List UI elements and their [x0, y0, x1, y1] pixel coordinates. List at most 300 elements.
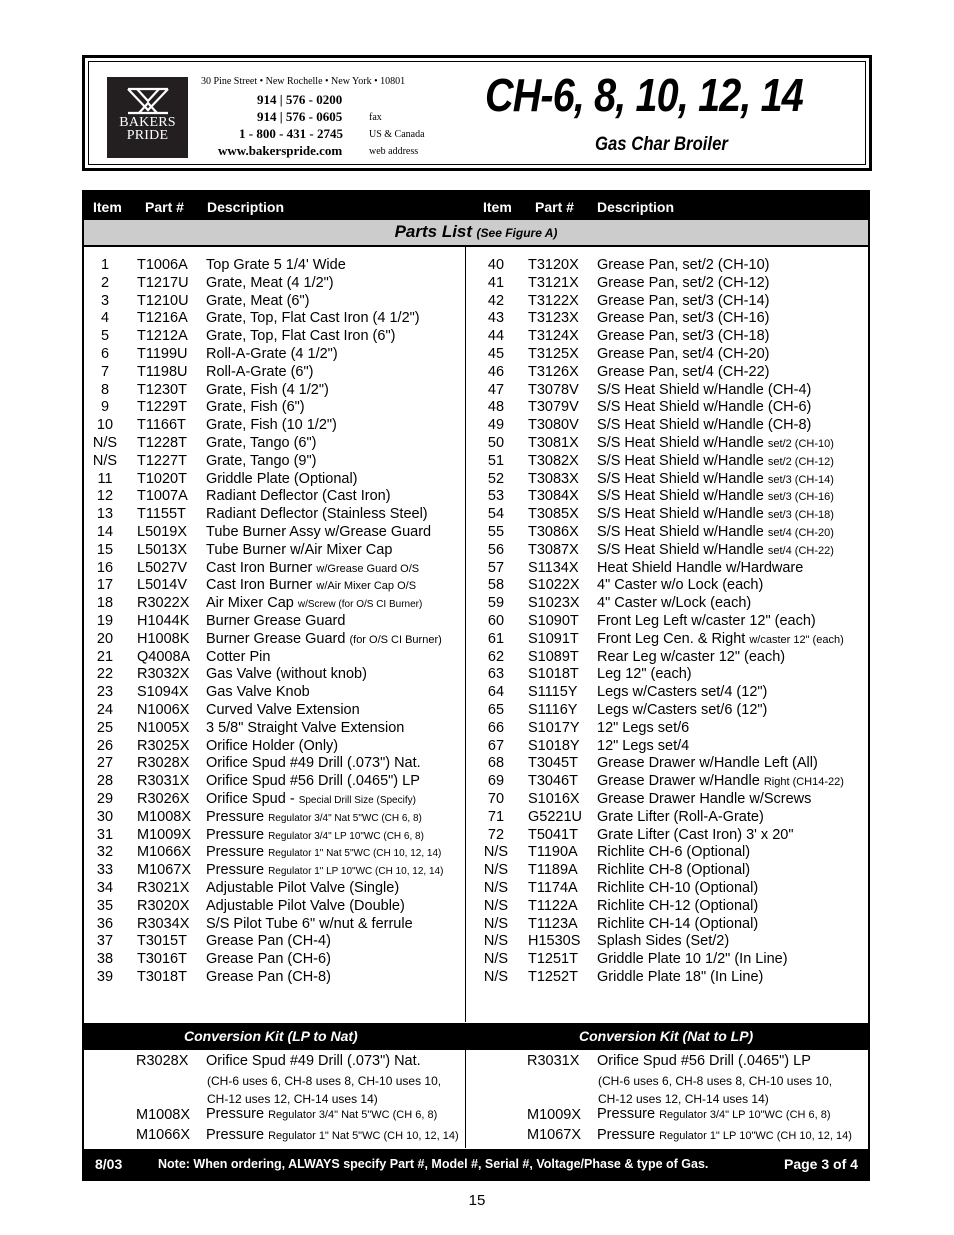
table-row — [476, 684, 856, 702]
row-description: Air Mixer Cap w/Screw (for O/S CI Burner) — [206, 595, 423, 612]
row-description-detail: set/4 (CH-22) — [767, 544, 834, 557]
kit-left-note-2: CH-12 uses 12, CH-14 uses 14) — [207, 1092, 378, 1106]
table-row — [85, 488, 465, 506]
row-item: 39 — [96, 969, 114, 985]
table-row — [476, 435, 856, 453]
row-item: N/S — [483, 880, 509, 896]
row-part-number: T3123X — [528, 310, 579, 327]
logo-text-pride: PRIDE — [126, 128, 169, 143]
table-row — [476, 844, 856, 862]
row-description: S/S Heat Shield w/Handle (CH-4) — [597, 381, 812, 398]
row-description: Grease Pan, set/2 (CH-12) — [597, 274, 770, 291]
row-description: Griddle Plate 18" (In Line) — [597, 969, 764, 985]
row-part-number: T3086X — [528, 524, 579, 540]
row-description: Cotter Pin — [206, 648, 271, 665]
table-row — [85, 613, 465, 631]
row-item: 46 — [487, 363, 505, 380]
header-inner-frame — [88, 61, 866, 165]
row-description: Grease Pan, set/3 (CH-16) — [597, 310, 770, 327]
row-part-number: T5041T — [528, 826, 578, 843]
row-part-number: T1216A — [137, 310, 188, 327]
row-description-detail: set/2 (CH-12) — [767, 455, 834, 468]
row-item: 20 — [96, 630, 114, 647]
row-item: 56 — [487, 541, 505, 558]
row-part-number: S1094X — [137, 684, 189, 701]
row-description: Pressure Regulator 3/4" LP 10"WC (CH 6, 8) — [206, 826, 424, 843]
row-item: 31 — [96, 826, 114, 843]
row-item: 33 — [96, 862, 114, 879]
kit-left-desc-1: Orifice Spud #49 Drill (.073") Nat. — [206, 1053, 421, 1069]
row-part-number: R3032X — [137, 666, 190, 683]
row-description: Grease Drawer w/Handle Left (All) — [597, 755, 818, 772]
kit-right-part-3: M1067X — [527, 1127, 582, 1143]
table-row — [85, 417, 465, 435]
column-divider — [465, 247, 466, 1022]
kit-left-desc-3: Pressure Regulator 1" Nat 5"WC (CH 10, 12, 14) — [206, 1127, 459, 1143]
kit-right-desc-1: Orifice Spud #56 Drill (.0465") LP — [597, 1053, 811, 1069]
contact-block — [201, 76, 425, 158]
row-description: Curved Valve Extension — [206, 702, 360, 718]
table-row — [476, 542, 856, 560]
row-item: N/S — [483, 897, 509, 914]
row-item: 59 — [487, 595, 505, 612]
row-item: 34 — [96, 880, 114, 896]
table-row — [85, 862, 465, 880]
row-part-number: T3081X — [528, 435, 579, 451]
table-row — [476, 382, 856, 400]
row-part-number: T1155T — [137, 506, 186, 523]
row-description: S/S Heat Shield w/Handle set/4 (CH-20) — [597, 524, 834, 540]
row-part-number: T1212A — [137, 328, 188, 345]
row-item: 15 — [96, 541, 114, 558]
row-part-number: T1199U — [137, 346, 188, 362]
row-item: 51 — [487, 452, 505, 469]
table-row — [476, 613, 856, 631]
row-item: 19 — [96, 613, 114, 629]
table-row — [85, 364, 465, 382]
row-part-number: L5013X — [137, 541, 187, 558]
row-part-number: T1006A — [137, 257, 188, 273]
row-item: 26 — [96, 737, 114, 754]
row-part-number: S1016X — [528, 791, 580, 807]
row-description-detail: w/Grease Guard O/S — [316, 562, 420, 575]
conversion-kit-lp-to-nat-title: Conversion Kit (LP to Nat) — [184, 1028, 358, 1044]
row-item: 63 — [487, 666, 505, 683]
row-part-number: S1018Y — [528, 737, 580, 754]
row-item: 28 — [96, 773, 114, 790]
row-item: 12 — [96, 488, 114, 505]
row-item: 11 — [97, 470, 113, 487]
tollfree-number: 1 - 800 - 431 - 2745 — [239, 126, 343, 141]
row-description-detail: (for O/S CI Burner) — [349, 633, 442, 646]
row-item: 10 — [96, 417, 114, 434]
row-description: Orifice Spud #56 Drill (.0465") LP — [206, 773, 420, 790]
row-part-number: T1210U — [137, 292, 189, 309]
row-part-number: S1115Y — [528, 684, 578, 701]
website-label: web address — [369, 146, 419, 157]
row-part-number: M1008X — [137, 808, 192, 825]
row-item: 41 — [487, 274, 505, 291]
row-description: Grease Pan, set/4 (CH-20) — [597, 346, 770, 362]
table-row — [85, 471, 465, 489]
row-description-detail: Regulator 1" LP 10"WC (CH 10, 12, 14) — [268, 866, 444, 878]
row-part-number: T1174A — [528, 880, 578, 896]
row-description: S/S Heat Shield w/Handle set/3 (CH-18) — [597, 506, 834, 523]
row-item: 35 — [96, 897, 114, 914]
table-row — [85, 916, 465, 934]
row-description-detail: Special Drill Size (Specify) — [298, 795, 416, 806]
table-row — [85, 951, 465, 969]
row-item: 65 — [487, 702, 505, 718]
row-part-number: T3121X — [528, 274, 579, 291]
row-item: 61 — [487, 630, 505, 647]
row-part-number: T1190A — [528, 844, 578, 861]
footer-ordering-note: Note: When ordering, ALWAYS specify Part #, Model #, Serial #, Voltage/Phase & type of Gas. — [158, 1157, 709, 1171]
row-description: Grease Pan (CH-6) — [206, 951, 331, 968]
row-description: Pressure Regulator 3/4" Nat 5"WC (CH 6, 8) — [206, 808, 422, 825]
table-row — [85, 666, 465, 684]
product-subtitle: Gas Char Broiler — [595, 134, 728, 155]
row-description-detail: Regulator 3/4" LP 10"WC (CH 6, 8) — [268, 830, 424, 842]
row-item: 52 — [487, 470, 505, 487]
table-row — [85, 560, 465, 578]
table-row — [85, 684, 465, 702]
row-part-number: S1134X — [528, 559, 579, 576]
row-description: Adjustable Pilot Valve (Double) — [206, 897, 405, 914]
table-row — [476, 346, 856, 364]
table-row — [85, 880, 465, 898]
parts-list-title-bar — [84, 220, 868, 247]
row-description-detail: w/caster 12" (each) — [749, 633, 844, 646]
kit-right-note-1: (CH-6 uses 6, CH-8 uses 8, CH-10 uses 10, — [598, 1074, 833, 1088]
table-row — [85, 738, 465, 756]
row-item: 32 — [96, 844, 114, 861]
table-row — [476, 399, 856, 417]
row-description: Rear Leg w/caster 12" (each) — [597, 648, 786, 665]
row-description-detail: w/Screw (for O/S CI Burner) — [297, 599, 423, 611]
row-item: N/S — [483, 951, 509, 968]
row-part-number: T1252T — [528, 969, 578, 985]
row-description: Grate, Meat (4 1/2") — [206, 274, 334, 291]
table-row — [85, 542, 465, 560]
footer-page-label: Page 3 of 4 — [784, 1156, 858, 1172]
table-row — [476, 666, 856, 684]
row-description: Grate, Top, Flat Cast Iron (4 1/2") — [206, 310, 420, 327]
row-item: 72 — [487, 826, 505, 843]
row-part-number: Q4008A — [137, 648, 191, 665]
row-item: N/S — [92, 435, 118, 451]
table-row — [85, 844, 465, 862]
table-row — [85, 898, 465, 916]
row-description-detail: Regulator 1" Nat 5"WC (CH 10, 12, 14) — [268, 848, 442, 860]
row-part-number: T1217U — [137, 274, 189, 291]
row-item: 36 — [96, 915, 114, 932]
row-item: 7 — [100, 363, 110, 380]
row-description-detail: set/2 (CH-10) — [767, 438, 834, 450]
row-description: Orifice Holder (Only) — [206, 737, 339, 754]
row-description: Richlite CH-14 (Optional) — [597, 915, 759, 932]
kit-right-part-2: M1009X — [527, 1107, 582, 1123]
table-row — [476, 453, 856, 471]
row-item: 1 — [100, 257, 110, 273]
row-description-detail: w/Air Mixer Cap O/S — [316, 580, 417, 593]
table-row — [476, 827, 856, 845]
row-part-number: S1089T — [528, 648, 579, 665]
table-row — [85, 293, 465, 311]
row-item: 42 — [487, 292, 505, 309]
row-part-number: S1090T — [528, 613, 579, 629]
row-item: 4 — [100, 310, 110, 327]
row-part-number: T3083X — [528, 470, 579, 487]
row-item: 23 — [96, 684, 114, 701]
row-item: 25 — [96, 719, 114, 736]
row-description: Grease Pan, set/3 (CH-14) — [597, 292, 770, 309]
row-item: 6 — [100, 346, 110, 362]
row-item: 13 — [96, 506, 114, 523]
row-part-number: S1116Y — [528, 702, 578, 718]
table-row — [476, 293, 856, 311]
footer-bar — [84, 1149, 868, 1179]
kit-left-part-3: M1066X — [136, 1127, 191, 1143]
table-row — [476, 862, 856, 880]
table-row — [85, 773, 465, 791]
row-item: 49 — [487, 417, 505, 434]
row-description-detail: set/3 (CH-18) — [767, 509, 834, 522]
row-description: Roll-A-Grate (4 1/2") — [206, 346, 338, 362]
row-item: 44 — [487, 328, 505, 345]
table-row — [476, 631, 856, 649]
row-item: 29 — [96, 791, 114, 807]
row-item: 70 — [487, 791, 505, 807]
row-part-number: T1251T — [528, 951, 578, 968]
row-description: S/S Heat Shield w/Handle set/2 (CH-10) — [597, 435, 834, 451]
row-description: Richlite CH-12 (Optional) — [597, 897, 759, 914]
table-row — [85, 453, 465, 471]
row-item: 30 — [96, 808, 114, 825]
row-part-number: R3031X — [137, 773, 190, 790]
row-description: Grate, Tango (6") — [206, 435, 317, 451]
row-description: Roll-A-Grate (6") — [206, 363, 314, 380]
kit-right-part-1: R3031X — [527, 1053, 580, 1069]
row-part-number: L5019X — [137, 524, 187, 540]
row-description: Pressure Regulator 1" Nat 5"WC (CH 10, 12, 14) — [206, 844, 442, 861]
row-description-detail: Regulator 3/4" Nat 5"WC (CH 6, 8) — [268, 812, 422, 824]
row-description: Grate, Fish (6") — [206, 399, 305, 416]
row-item: 40 — [487, 257, 505, 273]
parts-table — [82, 190, 870, 1181]
row-part-number: S1018T — [528, 666, 579, 683]
col-part-right: Part # — [535, 199, 574, 215]
row-part-number: R3025X — [137, 737, 190, 754]
fax-label: fax — [369, 112, 382, 123]
row-item: 60 — [487, 613, 505, 629]
table-row — [85, 755, 465, 773]
row-item: N/S — [483, 969, 509, 985]
row-item: 58 — [487, 577, 505, 594]
table-row — [85, 524, 465, 542]
parts-list-title: Parts List — [394, 222, 473, 241]
row-part-number: H1008K — [137, 630, 190, 647]
table-row — [85, 827, 465, 845]
col-item-left: Item — [93, 199, 122, 215]
row-description: Leg 12" (each) — [597, 666, 692, 683]
table-row — [85, 933, 465, 951]
table-row — [476, 471, 856, 489]
row-description: Legs w/Casters set/4 (12") — [597, 684, 768, 701]
row-description: Top Grate 5 1/4' Wide — [206, 257, 346, 273]
row-description: S/S Heat Shield w/Handle set/3 (CH-16) — [597, 488, 834, 505]
row-description: Grate, Meat (6") — [206, 292, 310, 309]
website-url: www.bakerspride.com — [218, 143, 343, 158]
row-item: 57 — [487, 559, 505, 576]
row-description: Front Leg Cen. & Right w/caster 12" (each) — [597, 630, 844, 647]
row-part-number: R3022X — [137, 595, 190, 612]
row-part-number: T3078V — [528, 381, 579, 398]
table-row — [476, 773, 856, 791]
row-description: Legs w/Casters set/6 (12") — [597, 702, 768, 718]
table-row — [85, 577, 465, 595]
row-description: S/S Heat Shield w/Handle set/2 (CH-12) — [597, 452, 834, 469]
table-row — [476, 809, 856, 827]
row-description: 3 5/8" Straight Valve Extension — [206, 719, 405, 736]
row-description: Grate, Top, Flat Cast Iron (6") — [206, 328, 396, 345]
row-part-number: T3087X — [528, 541, 579, 558]
row-description: Richlite CH-8 (Optional) — [597, 862, 751, 879]
row-item: 68 — [487, 755, 505, 772]
kit-left-note-1: (CH-6 uses 6, CH-8 uses 8, CH-10 uses 10, — [207, 1074, 442, 1088]
table-row — [85, 809, 465, 827]
row-part-number: S1022X — [528, 577, 580, 594]
crown-icon — [125, 86, 171, 116]
row-description: Front Leg Left w/caster 12" (each) — [597, 613, 816, 629]
row-part-number: R3034X — [137, 915, 190, 932]
row-description: Grate Lifter (Cast Iron) 3' x 20" — [597, 826, 794, 843]
row-item: 48 — [487, 399, 505, 416]
row-description: Radiant Deflector (Cast Iron) — [206, 488, 391, 505]
row-item: 38 — [96, 951, 114, 968]
bakers-pride-logo — [107, 77, 188, 158]
row-description: 4" Caster w/Lock (each) — [597, 595, 752, 612]
row-part-number: M1067X — [137, 862, 192, 879]
row-description: Radiant Deflector (Stainless Steel) — [206, 506, 428, 523]
row-part-number: L5014V — [137, 577, 187, 594]
footer-date: 8/03 — [95, 1156, 123, 1172]
row-item: 45 — [487, 346, 505, 362]
phone-number: 914 | 576 - 0200 — [257, 92, 343, 107]
row-part-number: T1228T — [137, 435, 187, 451]
row-part-number: T3125X — [528, 346, 579, 362]
col-part-left: Part # — [145, 199, 184, 215]
row-item: 22 — [96, 666, 114, 683]
row-part-number: T3046T — [528, 773, 578, 790]
row-part-number: S1023X — [528, 595, 580, 612]
row-item: 53 — [487, 488, 505, 505]
row-part-number: T1166T — [137, 417, 186, 434]
row-part-number: T1198U — [137, 363, 188, 380]
row-part-number: T1189A — [528, 862, 578, 879]
row-part-number: T3084X — [528, 488, 579, 505]
tollfree-label: US & Canada — [369, 129, 425, 140]
row-description: Tube Burner w/Air Mixer Cap — [206, 541, 393, 558]
row-part-number: T1123A — [528, 915, 578, 932]
table-row — [85, 506, 465, 524]
row-description: Griddle Plate (Optional) — [206, 470, 358, 487]
row-description-detail: set/4 (CH-20) — [767, 527, 834, 539]
row-description: 4" Caster w/o Lock (each) — [597, 577, 764, 594]
row-item: N/S — [483, 862, 509, 879]
row-description: Orifice Spud #49 Drill (.073") Nat. — [206, 755, 421, 772]
table-row — [476, 257, 856, 275]
conversion-kit-header — [84, 1023, 868, 1050]
row-item: 8 — [100, 381, 110, 398]
row-description: Richlite CH-10 (Optional) — [597, 880, 759, 896]
row-part-number: H1044K — [137, 613, 190, 629]
table-row — [476, 560, 856, 578]
table-row — [476, 933, 856, 951]
row-description: Burner Grease Guard — [206, 613, 346, 629]
row-description: S/S Heat Shield w/Handle (CH-8) — [597, 417, 812, 434]
kit-left-part-2: M1008X — [136, 1107, 191, 1123]
table-row — [85, 382, 465, 400]
row-part-number: R3020X — [137, 897, 190, 914]
row-description: Gas Valve Knob — [206, 684, 310, 701]
row-part-number: S1017Y — [528, 719, 580, 736]
table-row — [85, 346, 465, 364]
row-description: Tube Burner Assy w/Grease Guard — [206, 524, 432, 540]
row-item: 14 — [96, 524, 114, 540]
table-row — [85, 435, 465, 453]
row-part-number: T3016T — [137, 951, 187, 968]
row-part-number: T3126X — [528, 363, 579, 380]
table-row — [476, 577, 856, 595]
row-part-number: T1227T — [137, 452, 187, 469]
table-row — [476, 755, 856, 773]
row-description: Grease Pan, set/4 (CH-22) — [597, 363, 770, 380]
table-row — [476, 898, 856, 916]
table-row — [476, 738, 856, 756]
row-description: Grease Pan (CH-4) — [206, 933, 331, 950]
table-row — [476, 275, 856, 293]
row-description: Grate, Fish (4 1/2") — [206, 381, 329, 398]
row-part-number: T3018T — [137, 969, 187, 985]
row-item: 54 — [487, 506, 505, 523]
row-part-number: G5221U — [528, 808, 583, 825]
table-row — [476, 951, 856, 969]
table-row — [85, 328, 465, 346]
row-part-number: H1530S — [528, 933, 581, 950]
table-row — [476, 649, 856, 667]
row-description: 12" Legs set/4 — [597, 737, 690, 754]
row-description: S/S Pilot Tube 6" w/nut & ferrule — [206, 915, 413, 932]
row-description: Adjustable Pilot Valve (Single) — [206, 880, 400, 896]
row-description: Grate, Fish (10 1/2") — [206, 417, 337, 434]
table-row — [85, 275, 465, 293]
row-item: 55 — [487, 524, 505, 540]
row-item: 9 — [100, 399, 110, 416]
row-description: S/S Heat Shield w/Handle set/3 (CH-14) — [597, 470, 834, 487]
row-part-number: T1230T — [137, 381, 187, 398]
row-description: Splash Sides (Set/2) — [597, 933, 730, 950]
row-part-number: R3026X — [137, 791, 190, 807]
row-part-number: R3028X — [137, 755, 190, 772]
row-description: Orifice Spud - Special Drill Size (Specify) — [206, 791, 416, 807]
kit-right-desc-3: Pressure Regulator 1" LP 10"WC (CH 10, 12, 14) — [597, 1127, 852, 1143]
row-description: Grate, Tango (9") — [206, 452, 317, 469]
row-item: 17 — [96, 577, 114, 594]
conversion-column-divider — [465, 1050, 466, 1148]
col-item-right: Item — [483, 199, 512, 215]
row-part-number: T1229T — [137, 399, 187, 416]
